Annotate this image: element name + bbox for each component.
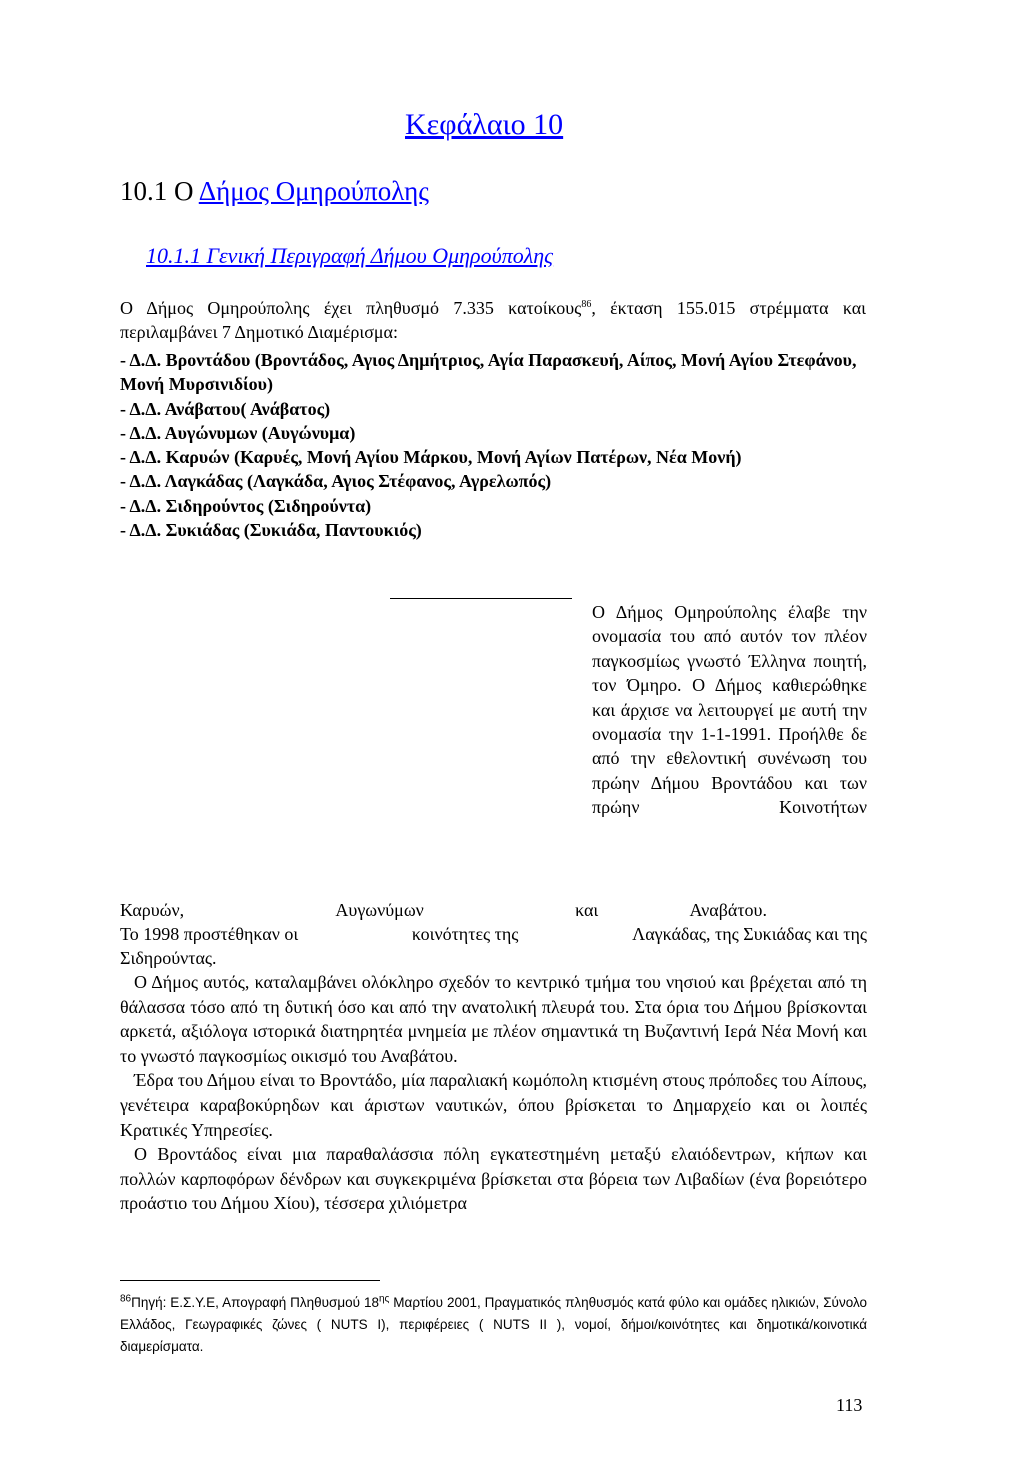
line-word: Καρυών, (120, 900, 185, 920)
separator-line (390, 598, 572, 599)
side-text-block: Ο Δήμος Ομηρούπολης έλαβε την ονομασία του από αυτόν τον πλέον παγκοσμίως γνωστό Έλληνα ποιητή, τον Όμηρο. Ο Δήμος καθιερώθηκε και άρχισε να λειτουργεί με αυτή την ονομασία την 1-1-1991. Προήλθε δε από την εθελοντική συνένωση του πρώην Δήμου Βροντάδου και των πρώην Κοινοτήτων (592, 602, 867, 818)
footnote-rule (120, 1280, 380, 1281)
district-item: - Δ.Δ. Σιδηρούντος (Σιδηρούντα) (120, 495, 372, 516)
line-word: Αυγωνύμων (335, 900, 424, 920)
section-heading (120, 176, 429, 207)
line-segment: κοινότητες της (411, 924, 519, 944)
line-word: Αναβάτου. (689, 900, 767, 920)
footnote-ref[interactable]: 86 (581, 299, 592, 310)
district-item: - Δ.Δ. Καρυών (Καρυές, Μονή Αγίου Μάρκου, Μονή Αγίων Πατέρων, Νέα Μονή) (120, 447, 742, 468)
intro-text: Ο Δήμος Ομηρούπολης έχει πληθυσμό 7.335 κατοίκους (120, 298, 582, 318)
section-title-link[interactable]: Δήμος Ομηρούπολης (198, 176, 429, 206)
body-paragraph: Έδρα του Δήμου είναι το Βροντάδο, μία παραλιακή κωμόπολη κτισμένη στους πρόποδες του Αίπους, γενέτειρα καραβοκύρηδων και άριστων ναυτικών, όπου βρίσκεται το Δημαρχείο και οι λοιπές Κρατικές Υπηρεσίες. (120, 1070, 867, 1140)
district-item: - Δ.Δ. Συκιάδας (Συκιάδα, Παντουκιός) (120, 520, 422, 541)
body-paragraph: Ο Βροντάδος είναι μια παραθαλάσσια πόλη εγκατεστημένη μεταξύ ελαιόδεντρων, κήπων και πολλών καρποφόρων δένδρων και συγκεκριμένα βρίσκεται στα βόρεια των Λιβαδίων (ένα βορειότερο προάστιο του Δήμου Χίου), τέσσερα χιλιόμετρα (120, 1144, 867, 1214)
section-number: 10.1 Ο (120, 176, 199, 206)
line-3: Σιδηρούντας. (120, 948, 217, 968)
district-item: - Δ.Δ. Αυγώνυμων (Αυγώνυμα) (120, 422, 356, 443)
intro-text-cont: , έκταση 155.015 στρέμματα και περιλαμβάνει 7 Δημοτικό Διαμέρισμα: (120, 298, 867, 342)
footnote-text: Πηγή: Ε.Σ.Υ.Ε, Απογραφή Πληθυσμού 18 (131, 1295, 379, 1310)
body-text (120, 970, 867, 1216)
page-number: 113 (836, 1395, 863, 1415)
intro-paragraph (120, 296, 866, 344)
line-word: και (575, 900, 599, 920)
footnote (120, 1292, 867, 1358)
district-item: - Δ.Δ. Βροντάδου (Βροντάδος, Αγιος Δημήτριος, Αγία Παρασκευή, Αίπος, Μονή Αγίου Στεφάνου, Μονή Μυρσινιδίου) (120, 350, 857, 395)
chapter-heading[interactable]: Κεφάλαιο 10 (405, 108, 564, 141)
district-list (120, 348, 866, 542)
line-segment: Λαγκάδας, της Συκιάδας και της (632, 924, 867, 944)
footnote-number: 86 (120, 1293, 132, 1305)
justified-line-1 (120, 898, 867, 922)
footnote-ordinal: ης (378, 1293, 390, 1305)
district-item: - Δ.Δ. Ανάβατου( Ανάβατος) (120, 398, 331, 419)
subsection-heading[interactable]: 10.1.1 Γενική Περιγραφή Δήμου Ομηρούπολης (146, 243, 554, 268)
footnote-text-cont: Μαρτίου 2001, Πραγματικός πληθυσμός κατά φύλο και ομάδες ηλικιών, Σύνολο Ελλάδος, Γεωγραφικές ζώνες ( NUTS I), περιφέρειες ( NUTS II ), νομοί, δήμοι/κοινότητες και δημοτικά/κοινοτικά διαμερίσματα. (120, 1295, 867, 1354)
body-paragraph: Ο Δήμος αυτός, καταλαμβάνει ολόκληρο σχεδόν το κεντρικό τμήμα του νησιού και βρέχεται από τη θάλασσα τόσο από τη δυτική όσο και από την ανατολική πλευρά του. Στα όρια του Δήμου βρίσκονται αρκετά, αξιόλογα ιστορικά διατηρητέα μνημεία με πλέον σημαντικά τη Βυζαντινή Ιερά Νέα Μονή και το γνωστό παγκοσμίως οικισμό του Αναβάτου. (120, 972, 867, 1066)
district-item: - Δ.Δ. Λαγκάδας (Λαγκάδα, Αγιος Στέφανος, Αγρελωπός) (120, 471, 552, 492)
justified-line-2 (120, 922, 867, 946)
line-segment: Το 1998 προστέθηκαν οι (120, 924, 299, 944)
